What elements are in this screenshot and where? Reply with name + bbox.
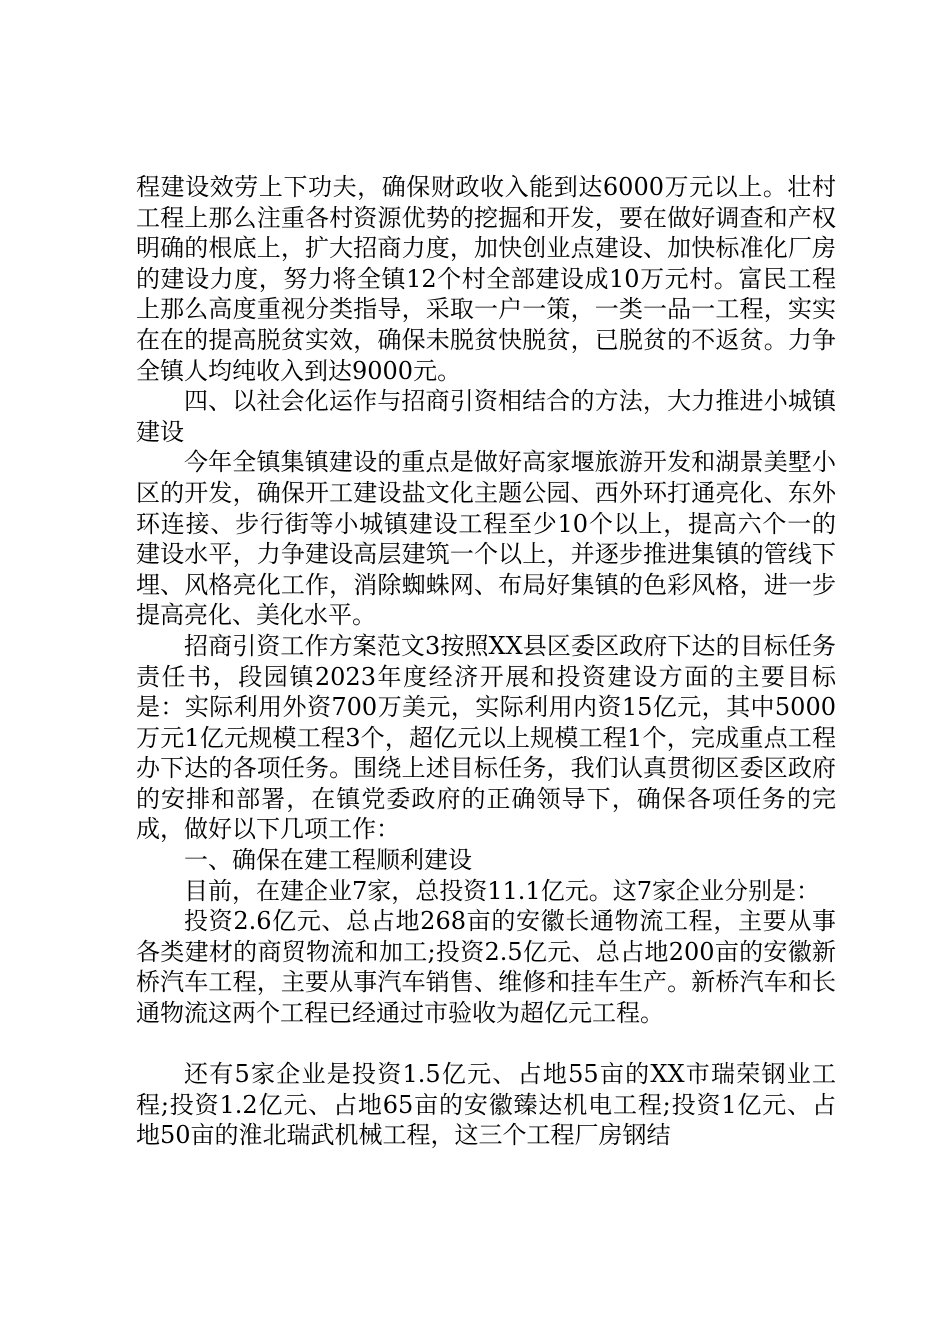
paragraph-8: 还有5家企业是投资1.5亿元、占地55亩的XX市瑞荣钢业工程;投资1.2亿元、占地65亩的安徽臻达机电工程;投资1亿元、占地50亩的淮北瑞武机械工程，这三个工程厂房钢结 <box>136 1060 836 1150</box>
paragraph-3: 今年全镇集镇建设的重点是做好高家堰旅游开发和湖景美墅小区的开发，确保开工建设盐文化主题公园、西外环打通亮化、东外环连接、步行街等小城镇建设工程至少10个以上，提高六个一的建设水平，力争建设高层建筑一个以上，并逐步推进集镇的管线下埋、风格亮化工作，消除蜘蛛网、布局好集镇的色彩风格，进一步提高亮化、美化水平。 <box>136 448 836 630</box>
document-page <box>136 172 836 1151</box>
paragraph-1: 程建设效劳上下功夫，确保财政收入能到达6000万元以上。壮村工程上那么注重各村资源优势的挖掘和开发，要在做好调查和产权明确的根底上，扩大招商力度，加快创业点建设、加快标准化厂房的建设力度，努力将全镇12个村全部建设成10万元村。富民工程上那么高度重视分类指导，采取一户一策，一类一品一工程，实实在在的提高脱贫实效，确保未脱贫快脱贫，已脱贫的不返贫。力争全镇人均纯收入到达9000元。 <box>136 173 836 385</box>
paragraph-4: 招商引资工作方案范文3按照XX县区委区政府下达的目标任务责任书，段园镇2023年度经济开展和投资建设方面的主要目标是：实际利用外资700万美元，实际利用内资15亿元，其中5000万元1亿元规模工程3个，超亿元以上规模工程1个，完成重点工程办下达的各项任务。围绕上述目标任务，我们认真贯彻区委区政府的安排和部署，在镇党委政府的正确领导下，确保各项任务的完成，做好以下几项工作： <box>136 631 836 844</box>
paragraph-5-heading: 一、确保在建工程顺利建设 <box>184 846 472 875</box>
paragraph-7: 投资2.6亿元、总占地268亩的安徽长通物流工程，主要从事各类建材的商贸物流和加工;投资2.5亿元、总占地200亩的安徽新桥汽车工程，主要从事汽车销售、维修和挂车生产。新桥汽车和长通物流这两个工程已经通过市验收为超亿元工程。 <box>136 907 836 1028</box>
paragraph-gap <box>136 1029 836 1060</box>
paragraph-6: 目前，在建企业7家，总投资11.1亿元。这7家企业分别是： <box>184 876 820 905</box>
paragraph-2-heading: 四、以社会化运作与招商引资相结合的方法，大力推进小城镇建设 <box>136 387 836 446</box>
